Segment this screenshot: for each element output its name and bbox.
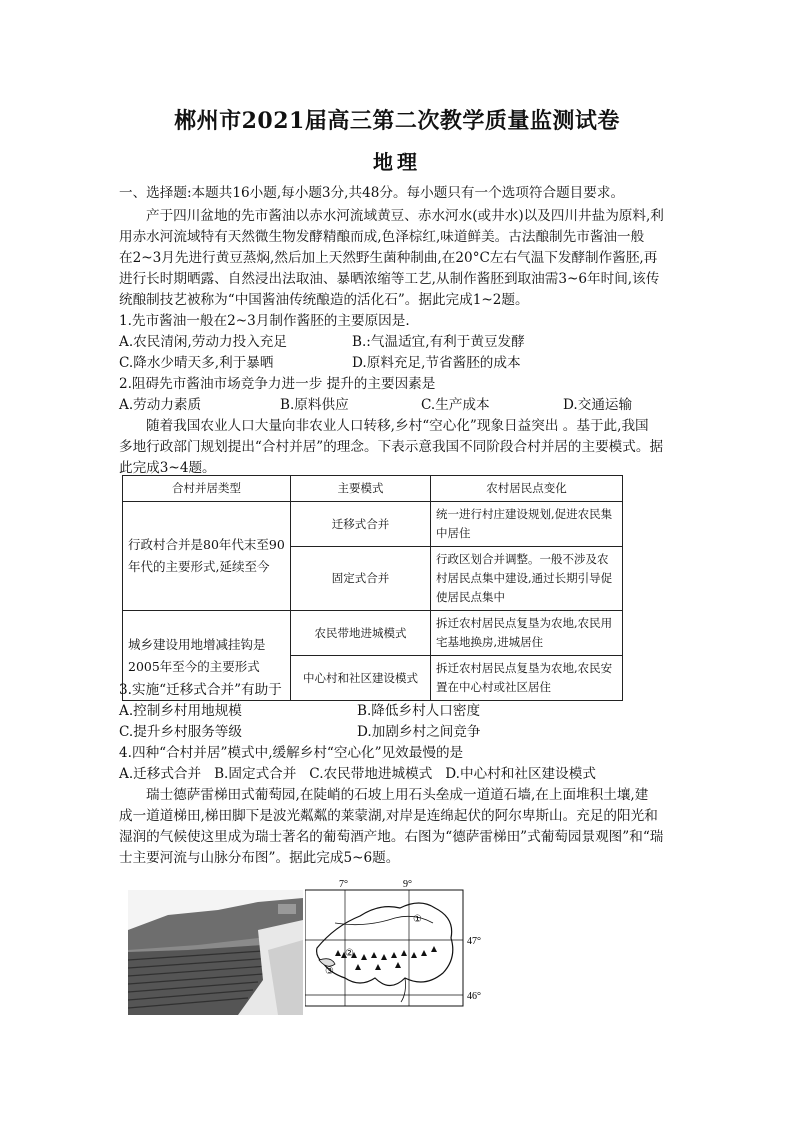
passage3-line: 瑞士德萨雷梯田式葡萄园,在陡峭的石坡上用石头垒成一道道石墙,在上面堆积土壤,建 (146, 787, 649, 803)
map-marker: ① (413, 914, 422, 925)
table-cell-type: 城乡建设用地增减挂钩是2005年至今的主要形式 (123, 611, 291, 701)
map-marker: ③ (325, 966, 334, 977)
table-cell-mode: 农民带地进城模式 (291, 611, 431, 656)
passage1-line: 统酿制技艺被称为“中国酱油传统酿造的活化石”。据此完成1~2题。 (119, 292, 529, 308)
table-row (123, 502, 623, 547)
table-header-row (123, 476, 623, 502)
q2-option-c: C.生产成本 (421, 397, 490, 413)
page-title: 郴州市2021届高三第二次教学质量监测试卷 (174, 108, 620, 134)
table-header: 主要模式 (291, 476, 431, 502)
map-lat-label: 47° (467, 936, 481, 947)
map-marker: ② (345, 948, 354, 959)
passage3-line: 成一道道梯田,梯田脚下是波光粼粼的莱蒙湖,对岸是连绵起伏的阿尔卑斯山。充足的阳光和 (119, 808, 658, 824)
subject-title: 地理 (373, 150, 421, 174)
map-lat-label: 46° (467, 991, 481, 1002)
passage2-line: 此完成3~4题。 (119, 460, 216, 476)
table-cell-change: 统一进行村庄建设规划,促进农民集中居住 (431, 502, 623, 547)
map-lon-label: 7° (339, 879, 348, 890)
q1-option-d: D.原料充足,节省酱胚的成本 (352, 355, 521, 371)
passage2-line: 随着我国农业人口大量向非农业人口转移,乡村“空心化”现象日益突出 。基于此,我国 (146, 418, 649, 434)
table-cell-mode: 中心村和社区建设模式 (291, 656, 431, 701)
q1-option-a: A.农民清闲,劳动力投入充足 (119, 334, 287, 350)
q2-option-b: B.原料供应 (280, 397, 349, 413)
q1-option-b: B.:气温适宜,有利于黄豆发酵 (352, 334, 525, 350)
question-4-stem: 4.四种“合村并居”模式中,缓解乡村“空心化”见效最慢的是 (119, 745, 464, 761)
q4-options: A.迁移式合并 B.固定式合并 C.农民带地进城模式 D.中心村和社区建设模式 (119, 766, 596, 782)
q2-option-d: D.交通运输 (563, 397, 633, 413)
table-cell-change: 行政区划合并调整。一般不涉及农村居民点集中建设,通过长期引导促使居民点集中 (431, 547, 623, 611)
q3-option-a: A.控制乡村用地规模 (119, 703, 242, 719)
table-cell-change: 拆迁农村居民点复垦为农地,农民安置在中心村或社区居住 (431, 656, 623, 701)
section-heading: 一、选择题:本题共16小题,每小题3分,共48分。每小题只有一个选项符合题目要求。 (119, 185, 625, 201)
q1-option-c: C.降水少晴天多,利于暴晒 (119, 355, 274, 371)
table-cell-type: 行政村合并是80年代末至90年代的主要形式,延续至今 (123, 502, 291, 611)
question-1-stem: 1.先市酱油一般在2~3月制作酱胚的主要原因是. (119, 313, 410, 329)
passage1-line: 进行长时期晒露、自然浸出法取油、暴晒浓缩等工艺,从制作酱胚到取油需3~6年时间,该传 (119, 271, 660, 287)
passage2-line: 多地行政部门规划提出“合村并居”的理念。下表示意我国不同阶段合村并居的主要模式。据 (119, 439, 664, 455)
table-row (123, 611, 623, 656)
passage1-line: 用赤水河流域特有天然微生物发酵精酿而成,色泽棕红,味道鲜美。古法酿制先市酱油一般 (119, 229, 645, 245)
passage1-line: 在2~3月先进行黄豆蒸焖,然后加上天然野生菌种制曲,在20°C左右气温下发酵制作酱胚,再 (119, 250, 658, 266)
table-cell-change: 拆迁农村居民点复垦为农地,农民用宅基地换房,进城居住 (431, 611, 623, 656)
passage3-line: 士主要河流与山脉分布图”。据此完成5~6题。 (119, 850, 400, 866)
table-cell-mode: 迁移式合并 (291, 502, 431, 547)
q2-option-a: A.劳动力素质 (119, 397, 202, 413)
q3-option-b: B.降低乡村人口密度 (357, 703, 481, 719)
passage3-line: 湿润的气候使这里成为瑞士著名的葡萄酒产地。右图为“德萨雷梯田”式葡萄园景观图”和“瑞 (119, 829, 664, 845)
question-3-stem: 3.实施“迁移式合并”有助于 (119, 682, 282, 698)
table-header: 农村居民点变化 (431, 476, 623, 502)
question-2-stem: 2.阻碍先市酱油市场竞争力进一步 提升的主要因素是 (119, 376, 436, 392)
q3-option-c: C.提升乡村服务等级 (119, 724, 242, 740)
table-header: 合村并居类型 (123, 476, 291, 502)
table-cell-mode: 固定式合并 (291, 547, 431, 611)
passage1-line: 产于四川盆地的先市酱油以赤水河流域黄豆、赤水河水(或井水)以及四川井盐为原料,利 (146, 208, 664, 224)
village-merger-table (122, 475, 623, 701)
switzerland-map (305, 878, 495, 1018)
map-lon-label: 9° (403, 879, 412, 890)
vineyard-photo (128, 890, 303, 1015)
q3-option-d: D.加剧乡村之间竞争 (357, 724, 481, 740)
